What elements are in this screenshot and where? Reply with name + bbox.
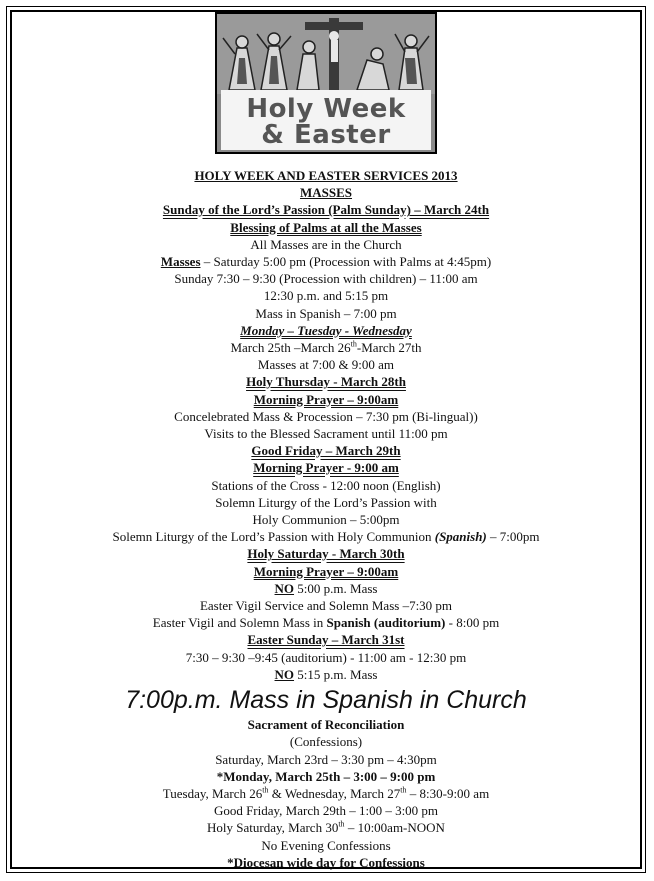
hsat-a: Holy Saturday, March 30 bbox=[207, 820, 339, 836]
vigil-sp-a: Easter Vigil and Solemn Mass in bbox=[152, 615, 327, 631]
confession-holy-saturday bbox=[12, 819, 640, 836]
holy-thursday-title: Holy Thursday - March 28th bbox=[246, 374, 406, 390]
palm-sunday-title: Sunday of the Lord’s Passion (Palm Sunday) – March 24th bbox=[162, 202, 490, 218]
no-evening-confessions: No Evening Confessions bbox=[261, 837, 391, 853]
masses-label: Masses bbox=[160, 254, 201, 270]
easter-sunday-title: Easter Sunday – March 31st bbox=[247, 632, 405, 648]
vigil-sp-c: - 8:00 pm bbox=[445, 615, 500, 631]
flyer bbox=[12, 12, 640, 871]
hsat-sup: th bbox=[338, 819, 345, 829]
holy-saturday-title: Holy Saturday - March 30th bbox=[247, 546, 405, 562]
palm-saturday-line bbox=[12, 253, 640, 270]
tue-sup2: th bbox=[400, 785, 407, 795]
diocesan-day: *Diocesan wide day for Confessions bbox=[227, 854, 425, 870]
crucifixion-illustration bbox=[217, 14, 435, 94]
friday-spanish-a: Solemn Liturgy of the Lord’s Passion with Holy Communion bbox=[112, 529, 435, 545]
tue-b: & Wednesday, March 27 bbox=[268, 785, 401, 801]
reconciliation-sub: (Confessions) bbox=[289, 734, 363, 750]
tue-a: Tuesday, March 26 bbox=[162, 785, 263, 801]
weekdays-dates-b: -March 27th bbox=[356, 340, 422, 356]
thursday-mass: Concelebrated Mass & Procession – 7:30 pm (Bi-lingual)) bbox=[174, 408, 478, 424]
logo-title-panel bbox=[221, 90, 431, 150]
palm-sunday-times: Sunday 7:30 – 9:30 (Procession with children) – 11:00 am bbox=[174, 271, 478, 287]
spanish-mass-highlight: 7:00p.m. Mass in Spanish in Church bbox=[125, 686, 527, 715]
confession-good-friday: Good Friday, March 29th – 1:00 – 3:00 pm bbox=[213, 803, 439, 819]
confession-tue-wed bbox=[12, 785, 640, 802]
friday-spanish-b: (Spanish) bbox=[434, 529, 487, 545]
weekdays-masses: Masses at 7:00 & 9:00 am bbox=[257, 357, 395, 373]
logo-line-2: & Easter bbox=[261, 120, 391, 150]
friday-stations: Stations of the Cross - 12:00 noon (English) bbox=[211, 477, 441, 493]
logo-line-1: Holy Week bbox=[246, 94, 406, 124]
subheading: MASSES bbox=[299, 185, 353, 201]
easter-vigil-spanish bbox=[12, 614, 640, 631]
palm-spanish-mass: Mass in Spanish – 7:00 pm bbox=[255, 305, 397, 321]
good-friday-title: Good Friday – March 29th bbox=[251, 443, 401, 459]
reconciliation-title: Sacrament of Reconciliation bbox=[247, 717, 405, 733]
palm-saturday-text: – Saturday 5:00 pm (Procession with Palms at 4:45pm) bbox=[200, 254, 492, 270]
easter-no-text: 5:15 p.m. Mass bbox=[294, 666, 378, 682]
confession-saturday: Saturday, March 23rd – 3:30 pm – 4:30pm bbox=[215, 751, 437, 767]
easter-times: 7:30 – 9:30 –9:45 (auditorium) - 11:00 am - 12:30 pm bbox=[185, 649, 467, 665]
thursday-visits: Visits to the Blessed Sacrament until 11:00 pm bbox=[204, 426, 448, 442]
weekdays-dates-a: March 25th –March 26 bbox=[230, 340, 351, 356]
saturday-morning-prayer: Morning Prayer – 9:00am bbox=[253, 563, 399, 579]
holy-week-logo bbox=[215, 12, 437, 154]
confession-monday: *Monday, March 25th – 3:00 – 9:00 pm bbox=[216, 768, 436, 784]
easter-vigil: Easter Vigil Service and Solemn Mass –7:30 pm bbox=[199, 598, 453, 614]
heading: HOLY WEEK AND EASTER SERVICES 2013 bbox=[194, 168, 458, 183]
easter-no-label: NO bbox=[274, 666, 295, 682]
friday-spanish-liturgy bbox=[12, 528, 640, 545]
easter-no-mass bbox=[12, 666, 640, 683]
weekdays-title: Monday – Tuesday - Wednesday bbox=[240, 322, 412, 338]
friday-liturgy-line2: Holy Communion – 5:00pm bbox=[252, 512, 400, 528]
saturday-no-label: NO bbox=[274, 580, 295, 596]
tue-sup1: th bbox=[262, 785, 269, 795]
vigil-sp-b: Spanish (auditorium) bbox=[326, 615, 446, 631]
thursday-morning-prayer: Morning Prayer – 9:00am bbox=[253, 391, 399, 407]
friday-liturgy-line1: Solemn Liturgy of the Lord’s Passion with bbox=[215, 494, 437, 510]
weekdays-dates-sup: th bbox=[350, 339, 357, 349]
hsat-b: – 10:00am-NOON bbox=[344, 820, 445, 836]
saturday-no-text: 5:00 p.m. Mass bbox=[294, 580, 378, 596]
tue-c: – 8:30-9:00 am bbox=[406, 785, 490, 801]
church-note: All Masses are in the Church bbox=[250, 236, 402, 252]
palm-afternoon-times: 12:30 p.m. and 5:15 pm bbox=[263, 288, 389, 304]
blessing-of-palms: Blessing of Palms at all the Masses bbox=[230, 219, 422, 235]
friday-spanish-c: – 7:00pm bbox=[486, 529, 540, 545]
friday-morning-prayer: Morning Prayer - 9:00 am bbox=[253, 460, 399, 476]
saturday-no-mass bbox=[12, 580, 640, 597]
weekdays-dates bbox=[12, 339, 640, 356]
